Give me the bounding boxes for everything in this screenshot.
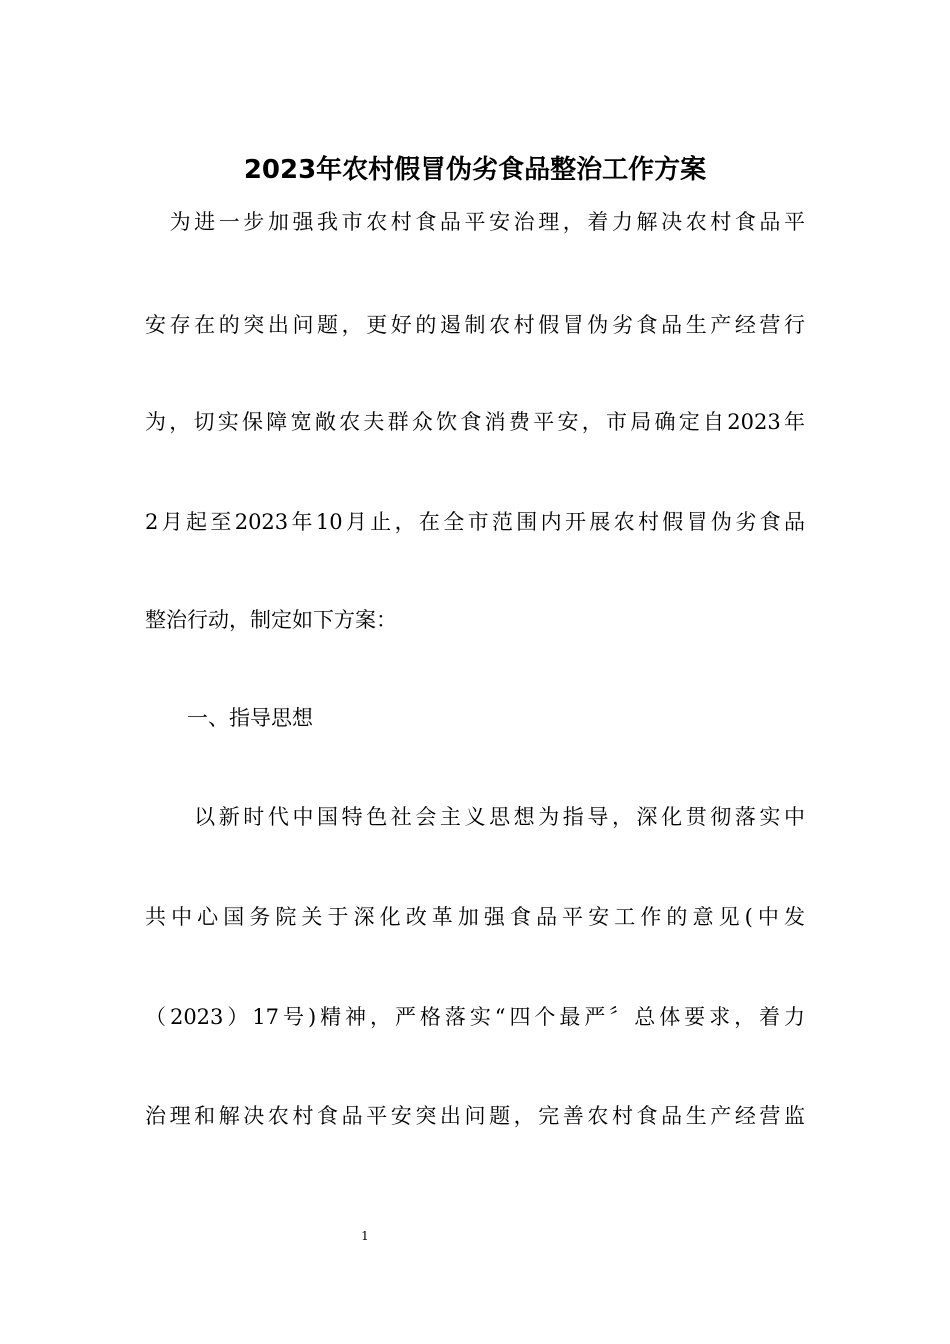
paragraph-line: 共中心国务院关于深化改革加强食品平安工作的意见(中发: [145, 905, 805, 929]
paragraph-line: 安存在的突出问题，更好的遏制农村假冒伪劣食品生产经营行: [145, 313, 805, 337]
paragraph-line: 治理和解决农村食品平安突出问题，完善农村食品生产经营监: [145, 1104, 805, 1128]
paragraph-line: 为，切实保障宽敞农夫群众饮食消费平安，市局确定自2023年: [145, 410, 805, 434]
paragraph-line: 为进一步加强我市农村食品平安治理，着力解决农村食品平: [145, 210, 805, 234]
section-heading: 一、指导思想: [145, 706, 313, 730]
paragraph-line: 整治行动，制定如下方案：: [145, 608, 397, 632]
paragraph-line: 2月起至2023年10月止，在全市范围内开展农村假冒伪劣食品: [145, 510, 805, 534]
document-title: 2023年农村假冒伪劣食品整治工作方案: [243, 155, 707, 186]
paragraph-line: 以新时代中国特色社会主义思想为指导，深化贯彻落实中: [145, 805, 805, 829]
paragraph-line: （2023）17号)精神，严格落实“四个最严〞总体要求，着力: [145, 1005, 805, 1029]
page-number: 1: [361, 1229, 369, 1243]
